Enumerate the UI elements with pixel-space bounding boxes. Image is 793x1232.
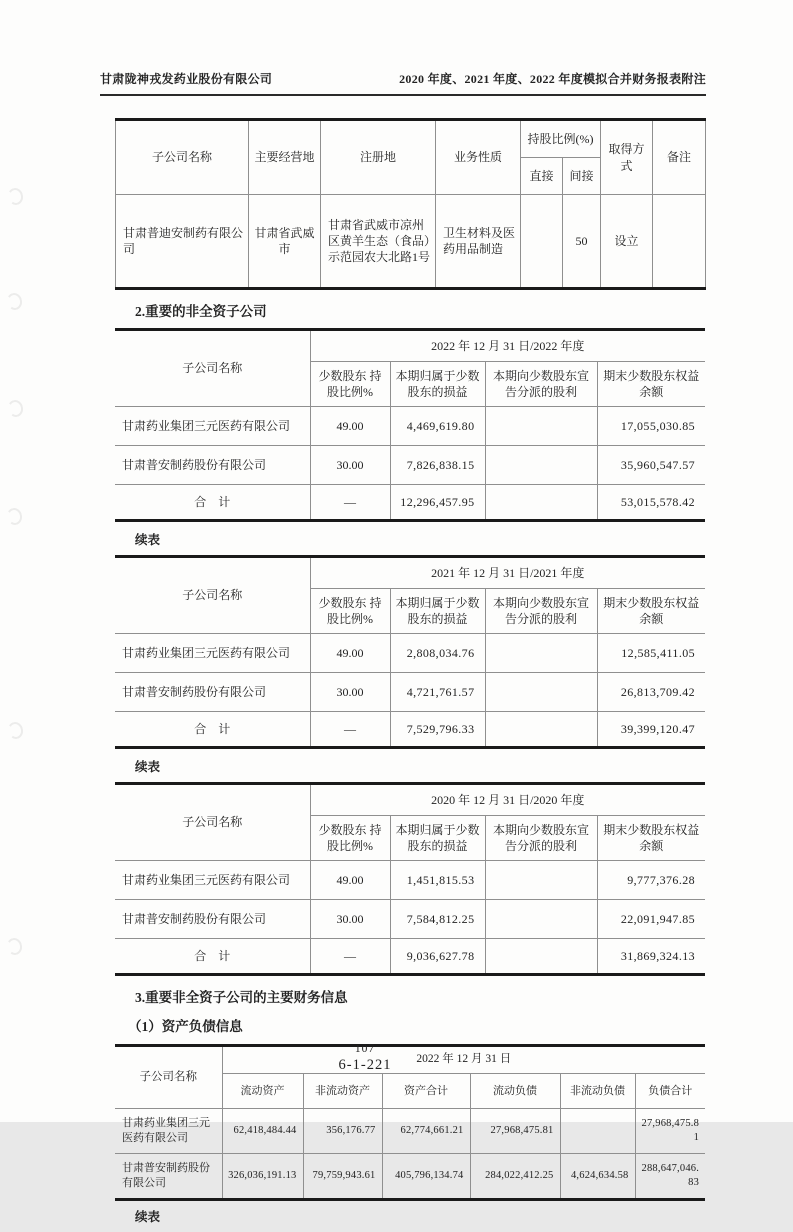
subsidiary-name-cell: 甘肃普安制药股份有限公司: [115, 1154, 222, 1200]
ending-equity-cell: 12,585,411.05: [597, 634, 705, 673]
total-row: [115, 485, 705, 521]
col-header-indirect: 间接: [563, 158, 601, 195]
ending-equity-cell: 53,015,578.42: [597, 485, 705, 521]
profit-loss-cell: 2,808,034.76: [390, 634, 485, 673]
minority-ratio-cell: —: [310, 712, 390, 748]
main-place-cell: 甘肃省武威市: [249, 195, 321, 289]
total-liabilities-cell: 27,968,475.81: [635, 1109, 705, 1154]
dividend-cell: [485, 861, 597, 900]
table-row: [115, 446, 705, 485]
col-header-minority-ratio: 少数股东 持股比例%: [310, 362, 390, 407]
col-header-minority-ratio: 少数股东 持股比例%: [310, 589, 390, 634]
subsidiary-name-cell: 甘肃药业集团三元医药有限公司: [115, 634, 310, 673]
continued-label: 续表: [135, 760, 161, 774]
table-row: [115, 900, 705, 939]
total-assets-cell: 62,774,661.21: [382, 1109, 470, 1154]
document-header: [100, 70, 706, 96]
col-header-total-assets: 资产合计: [382, 1074, 470, 1109]
ending-equity-cell: 17,055,030.85: [597, 407, 705, 446]
col-header-ending-equity: 期末少数股东权益余额: [597, 816, 705, 861]
page-footer: [0, 1043, 730, 1074]
profit-loss-cell: 4,469,619.80: [390, 407, 485, 446]
table-row: [115, 1154, 705, 1200]
continued-label: 续表: [135, 1210, 161, 1224]
table-row: [115, 634, 705, 673]
subsidiary-name-cell: 甘肃普迪安制药有限公司: [116, 195, 249, 289]
minority-ratio-cell: 49.00: [310, 407, 390, 446]
subsidiary-name-cell: 甘肃普安制药股份有限公司: [115, 446, 310, 485]
total-row: [115, 939, 705, 975]
section-3-1-heading: （1）资产负债信息: [128, 1019, 243, 1034]
doc-code: 6-1-221: [338, 1056, 392, 1073]
ending-equity-cell: 31,869,324.13: [597, 939, 705, 975]
dividend-cell: [485, 407, 597, 446]
period-header: 2020 年 12 月 31 日/2020 年度: [310, 784, 705, 816]
col-header-direct: 直接: [521, 158, 563, 195]
profit-loss-cell: 1,451,815.53: [390, 861, 485, 900]
col-header-registered-place: 注册地: [321, 120, 436, 195]
current-assets-cell: 326,036,191.13: [222, 1154, 303, 1200]
current-liabilities-cell: 27,968,475.81: [470, 1109, 560, 1154]
page-number: 107: [354, 1043, 376, 1055]
remarks-cell: [653, 195, 706, 289]
subsidiary-name-cell: 甘肃药业集团三元医药有限公司: [115, 1109, 222, 1154]
registered-place-cell: 甘肃省武威市凉州区黄羊生态（食品）示范园农大北路1号: [321, 195, 436, 289]
col-header-subsidiary-name: 子公司名称: [115, 557, 310, 634]
col-header-non-current-assets: 非流动资产: [303, 1074, 382, 1109]
scan-artifact: [6, 399, 24, 419]
col-header-ending-equity: 期末少数股东权益余额: [597, 362, 705, 407]
profit-loss-cell: 4,721,761.57: [390, 673, 485, 712]
total-liabilities-cell: 288,647,046.83: [635, 1154, 705, 1200]
ending-equity-cell: 35,960,547.57: [597, 446, 705, 485]
non-current-assets-cell: 356,176.77: [303, 1109, 382, 1154]
company-name: 甘肃陇神戎发药业股份有限公司: [100, 72, 273, 86]
minority-ratio-cell: —: [310, 485, 390, 521]
dividend-cell: [485, 712, 597, 748]
col-header-subsidiary-name: 子公司名称: [115, 1046, 222, 1109]
col-header-current-assets: 流动资产: [222, 1074, 303, 1109]
dividend-cell: [485, 485, 597, 521]
total-label: 合 计: [115, 939, 310, 975]
minority-ratio-cell: 30.00: [310, 446, 390, 485]
minority-ratio-cell: 49.00: [310, 861, 390, 900]
col-header-remarks: 备注: [653, 120, 706, 195]
report-title: 2020 年度、2021 年度、2022 年度模拟合并财务报表附注: [399, 72, 706, 86]
col-header-current-liabilities: 流动负债: [470, 1074, 560, 1109]
non-current-liabilities-cell: [560, 1109, 635, 1154]
subsidiary-name-cell: 甘肃药业集团三元医药有限公司: [115, 861, 310, 900]
col-header-subsidiary-name: 子公司名称: [116, 120, 249, 195]
col-header-profit-loss: 本期归属于少数股东的损益: [390, 362, 485, 407]
col-header-business-nature: 业务性质: [436, 120, 521, 195]
dividend-cell: [485, 634, 597, 673]
total-label: 合 计: [115, 485, 310, 521]
period-header: 2022 年 12 月 31 日: [222, 1046, 705, 1074]
business-nature-cell: 卫生材料及医药用品制造: [436, 195, 521, 289]
col-header-dividend: 本期向少数股东宣告分派的股利: [485, 589, 597, 634]
scan-artifact: [5, 937, 23, 957]
col-header-subsidiary-name: 子公司名称: [115, 784, 310, 861]
col-header-dividend: 本期向少数股东宣告分派的股利: [485, 362, 597, 407]
profit-loss-cell: 7,529,796.33: [390, 712, 485, 748]
current-assets-cell: 62,418,484.44: [222, 1109, 303, 1154]
minority-ratio-cell: 30.00: [310, 673, 390, 712]
scan-artifact: [5, 292, 23, 312]
col-header-profit-loss: 本期归属于少数股东的损益: [390, 816, 485, 861]
dividend-cell: [485, 673, 597, 712]
col-header-subsidiary-name: 子公司名称: [115, 330, 310, 407]
table-row: [116, 195, 706, 289]
acquisition-method-cell: 设立: [601, 195, 653, 289]
ending-equity-cell: 39,399,120.47: [597, 712, 705, 748]
col-header-minority-ratio: 少数股东 持股比例%: [310, 816, 390, 861]
current-liabilities-cell: 284,022,412.25: [470, 1154, 560, 1200]
profit-loss-cell: 9,036,627.78: [390, 939, 485, 975]
profit-loss-cell: 12,296,457.95: [390, 485, 485, 521]
non-current-assets-cell: 79,759,943.61: [303, 1154, 382, 1200]
period-header: 2022 年 12 月 31 日/2022 年度: [310, 330, 705, 362]
col-header-dividend: 本期向少数股东宣告分派的股利: [485, 816, 597, 861]
period-header-row: [115, 557, 705, 589]
profit-loss-cell: 7,584,812.25: [390, 900, 485, 939]
col-header-main-place: 主要经营地: [249, 120, 321, 195]
col-header-profit-loss: 本期归属于少数股东的损益: [390, 589, 485, 634]
col-header-holding-ratio: 持股比例(%): [521, 120, 601, 158]
scan-artifact: [6, 721, 24, 741]
minority-interest-table-2021: [115, 555, 705, 749]
table-row: [115, 407, 705, 446]
minority-ratio-cell: 49.00: [310, 634, 390, 673]
minority-interest-table-2022: [115, 328, 705, 522]
total-row: [115, 712, 705, 748]
subsidiaries-table: [115, 118, 706, 290]
minority-ratio-cell: 30.00: [310, 900, 390, 939]
profit-loss-cell: 7,826,838.15: [390, 446, 485, 485]
total-assets-cell: 405,796,134.74: [382, 1154, 470, 1200]
minority-ratio-cell: —: [310, 939, 390, 975]
period-header-row: [115, 784, 705, 816]
section-2-heading: 2.重要的非全资子公司: [135, 304, 267, 319]
col-header-non-current-liabilities: 非流动负债: [560, 1074, 635, 1109]
indirect-ratio-cell: 50: [563, 195, 601, 289]
table-header-row: [116, 120, 706, 158]
section-3-heading: 3.重要非全资子公司的主要财务信息: [135, 990, 348, 1005]
ending-equity-cell: 26,813,709.42: [597, 673, 705, 712]
subsidiary-name-cell: 甘肃普安制药股份有限公司: [115, 673, 310, 712]
period-header-row: [115, 330, 705, 362]
scan-artifact: [5, 507, 23, 527]
non-current-liabilities-cell: 4,624,634.58: [560, 1154, 635, 1200]
ending-equity-cell: 9,777,376.28: [597, 861, 705, 900]
table-row: [115, 673, 705, 712]
col-header-ending-equity: 期末少数股东权益余额: [597, 589, 705, 634]
subsidiary-name-cell: 甘肃普安制药股份有限公司: [115, 900, 310, 939]
period-header: 2021 年 12 月 31 日/2021 年度: [310, 557, 705, 589]
subsidiary-name-cell: 甘肃药业集团三元医药有限公司: [115, 407, 310, 446]
dividend-cell: [485, 900, 597, 939]
col-header-acquisition-method: 取得方式: [601, 120, 653, 195]
table-row: [115, 861, 705, 900]
dividend-cell: [485, 939, 597, 975]
total-label: 合 计: [115, 712, 310, 748]
direct-ratio-cell: [521, 195, 563, 289]
ending-equity-cell: 22,091,947.85: [597, 900, 705, 939]
minority-interest-table-2020: [115, 782, 705, 976]
dividend-cell: [485, 446, 597, 485]
col-header-total-liabilities: 负债合计: [635, 1074, 705, 1109]
continued-label: 续表: [135, 533, 161, 547]
table-row: [115, 1109, 705, 1154]
scan-artifact: [6, 187, 24, 207]
